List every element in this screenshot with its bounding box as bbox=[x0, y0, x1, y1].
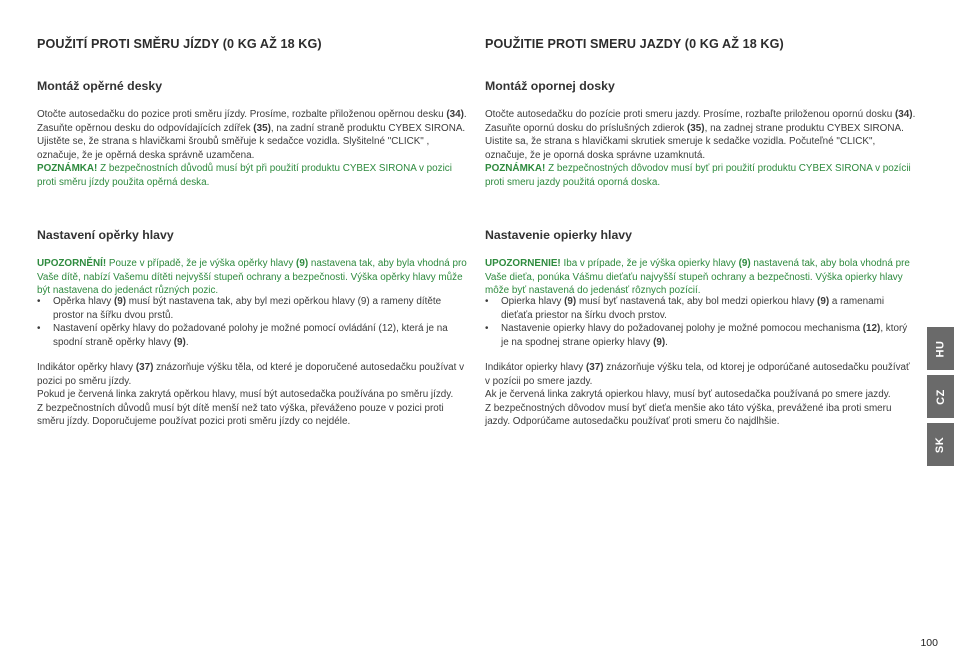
list-item: • Opěrka hlavy (9) musí být nastavena tak, aby byl mezi opěrkou hlavy (9) a rameny dítěte prostor na šířku dvou prstů. bbox=[37, 295, 469, 322]
bullet-list-sk bbox=[485, 295, 917, 349]
language-tab-sk[interactable]: SK bbox=[927, 423, 954, 466]
left-column bbox=[37, 36, 469, 428]
paragraph-montaz-sk: Otočte autosedačku do pozície proti smeru jazdy. Prosíme, rozbaľte priloženou opornú dosku (34). Zasuňte opornú dosku do príslušných zdierok (35), na zadnej strane produktu CYBEX SIRONA. Uistite sa, že strana s hlavičkami skrutiek smeruje k sedačke vozidla. Počuteľné "CLICK", označuje, že je oporná doska správne uzamknutá. POZNÁMKA! Z bezpečnostných dôvodov musí byť pri použití produktu CYBEX SIRONA v pozícii proti smeru jazdy použitá oporná doska. bbox=[485, 109, 916, 188]
warning-cz: UPOZORNĚNÍ! Pouze v případě, že je výška opěrky hlavy (9) nastavena tak, aby byla vhodná pro Vaše dítě, nabízí Vašemu dítěti nejvyšší stupeň ochrany a bezpečnosti. Výška opěrky hlavy může být nastavena do jedenáct různých pozic. bbox=[37, 258, 467, 297]
section-title-sk: POUŽITIE PROTI SMERU JAZDY (0 KG AŽ 18 KG) bbox=[485, 37, 784, 51]
warning-sk: UPOZORNENIE! Iba v prípade, že je výška opierky hlavy (9) nastavená tak, aby bola vhodná pre Vaše dieťa, ponúka Vášmu dieťaťu najvyšší stupeň ochrany a bezpečnosti. Výška opierky hlavy môže byť nastavená do jedenásť rôznych pozícií. bbox=[485, 258, 910, 297]
paragraph-indicator-cz: Indikátor opěrky hlavy (37) znázorňuje výšku těla, od které je doporučené autosedačku používat v pozici po směru jízdy. Pokud je červená linka zakrytá opěrkou hlavy, musí být autosedačka používána po směru jízdy. Z bezpečnostních důvodů musí být dítě menší než tato výška, převáženo pouze v pozici proti směru jízdy. Doporučujeme používat pozici proti směru jízdy co nejdéle. bbox=[37, 362, 465, 428]
page-number: 100 bbox=[920, 637, 938, 649]
list-item: • Nastavení opěrky hlavy do požadované polohy je možné pomocí ovládání (12), která je na spodní straně opěrky hlavy (9). bbox=[37, 322, 469, 349]
bullet-list-cz bbox=[37, 295, 469, 349]
list-item: • Nastavenie opierky hlavy do požadovanej polohy je možné pomocou mechanisma (12), ktorý je na spodnej strane opierky hlavy (9). bbox=[485, 322, 917, 349]
language-tab-hu[interactable]: HU bbox=[927, 327, 954, 370]
subheading-opierka-sk: Nastavenie opierky hlavy bbox=[485, 228, 632, 242]
right-column bbox=[485, 36, 917, 428]
paragraph-indicator-sk: Indikátor opierky hlavy (37) znázorňuje výšku tela, od ktorej je odporúčané autosedačku používať v pozícii po smere jazdy. Ak je červená linka zakrytá opierkou hlavy, musí byť autosedačka používaná po smere jazdy. Z bezpečnostných dôvodov musí byť dieťa menšie ako táto výška, prevážené iba proti smeru jazdy. Odporúčame autosedačku používať proti smeru čo najdlhšie. bbox=[485, 362, 910, 428]
paragraph-montaz-cz: Otočte autosedačku do pozice proti směru jízdy. Prosíme, rozbalte přiloženou opěrnou desku (34). Zasuňte opěrnou desku do odpovídajících zdířek (35), na zadní straně produktu CYBEX SIRONA. Ujistěte se, že strana s hlavičkami šroubů směřuje k sedačce vozidla. Slyšitelné "CLICK" , označuje, že je opěrná deska správně uzamčena. POZNÁMKA! Z bezpečnostních důvodů musí být při použití produktu CYBEX SIRONA v pozici proti směru jízdy použita opěrná deska. bbox=[37, 109, 467, 188]
section-title-cz: POUŽITÍ PROTI SMĚRU JÍZDY (0 KG AŽ 18 KG) bbox=[37, 37, 322, 51]
note-sk: POZNÁMKA! Z bezpečnostných dôvodov musí byť pri použití produktu CYBEX SIRONA v pozícii proti smeru jazdy použitá oporná doska. bbox=[485, 163, 911, 188]
subheading-operka-cz: Nastavení opěrky hlavy bbox=[37, 228, 174, 242]
note-cz: POZNÁMKA! Z bezpečnostních důvodů musí být při použití produktu CYBEX SIRONA v pozici proti směru jízdy použita opěrná deska. bbox=[37, 163, 452, 188]
subheading-montaz-sk: Montáž opornej dosky bbox=[485, 79, 615, 93]
language-tab-cz[interactable]: CZ bbox=[927, 375, 954, 418]
subheading-montaz-cz: Montáž opěrné desky bbox=[37, 79, 163, 93]
list-item: • Opierka hlavy (9) musí byť nastavená tak, aby bol medzi opierkou hlavy (9) a ramenami dieťaťa priestor na šírku dvoch prstov. bbox=[485, 295, 917, 322]
